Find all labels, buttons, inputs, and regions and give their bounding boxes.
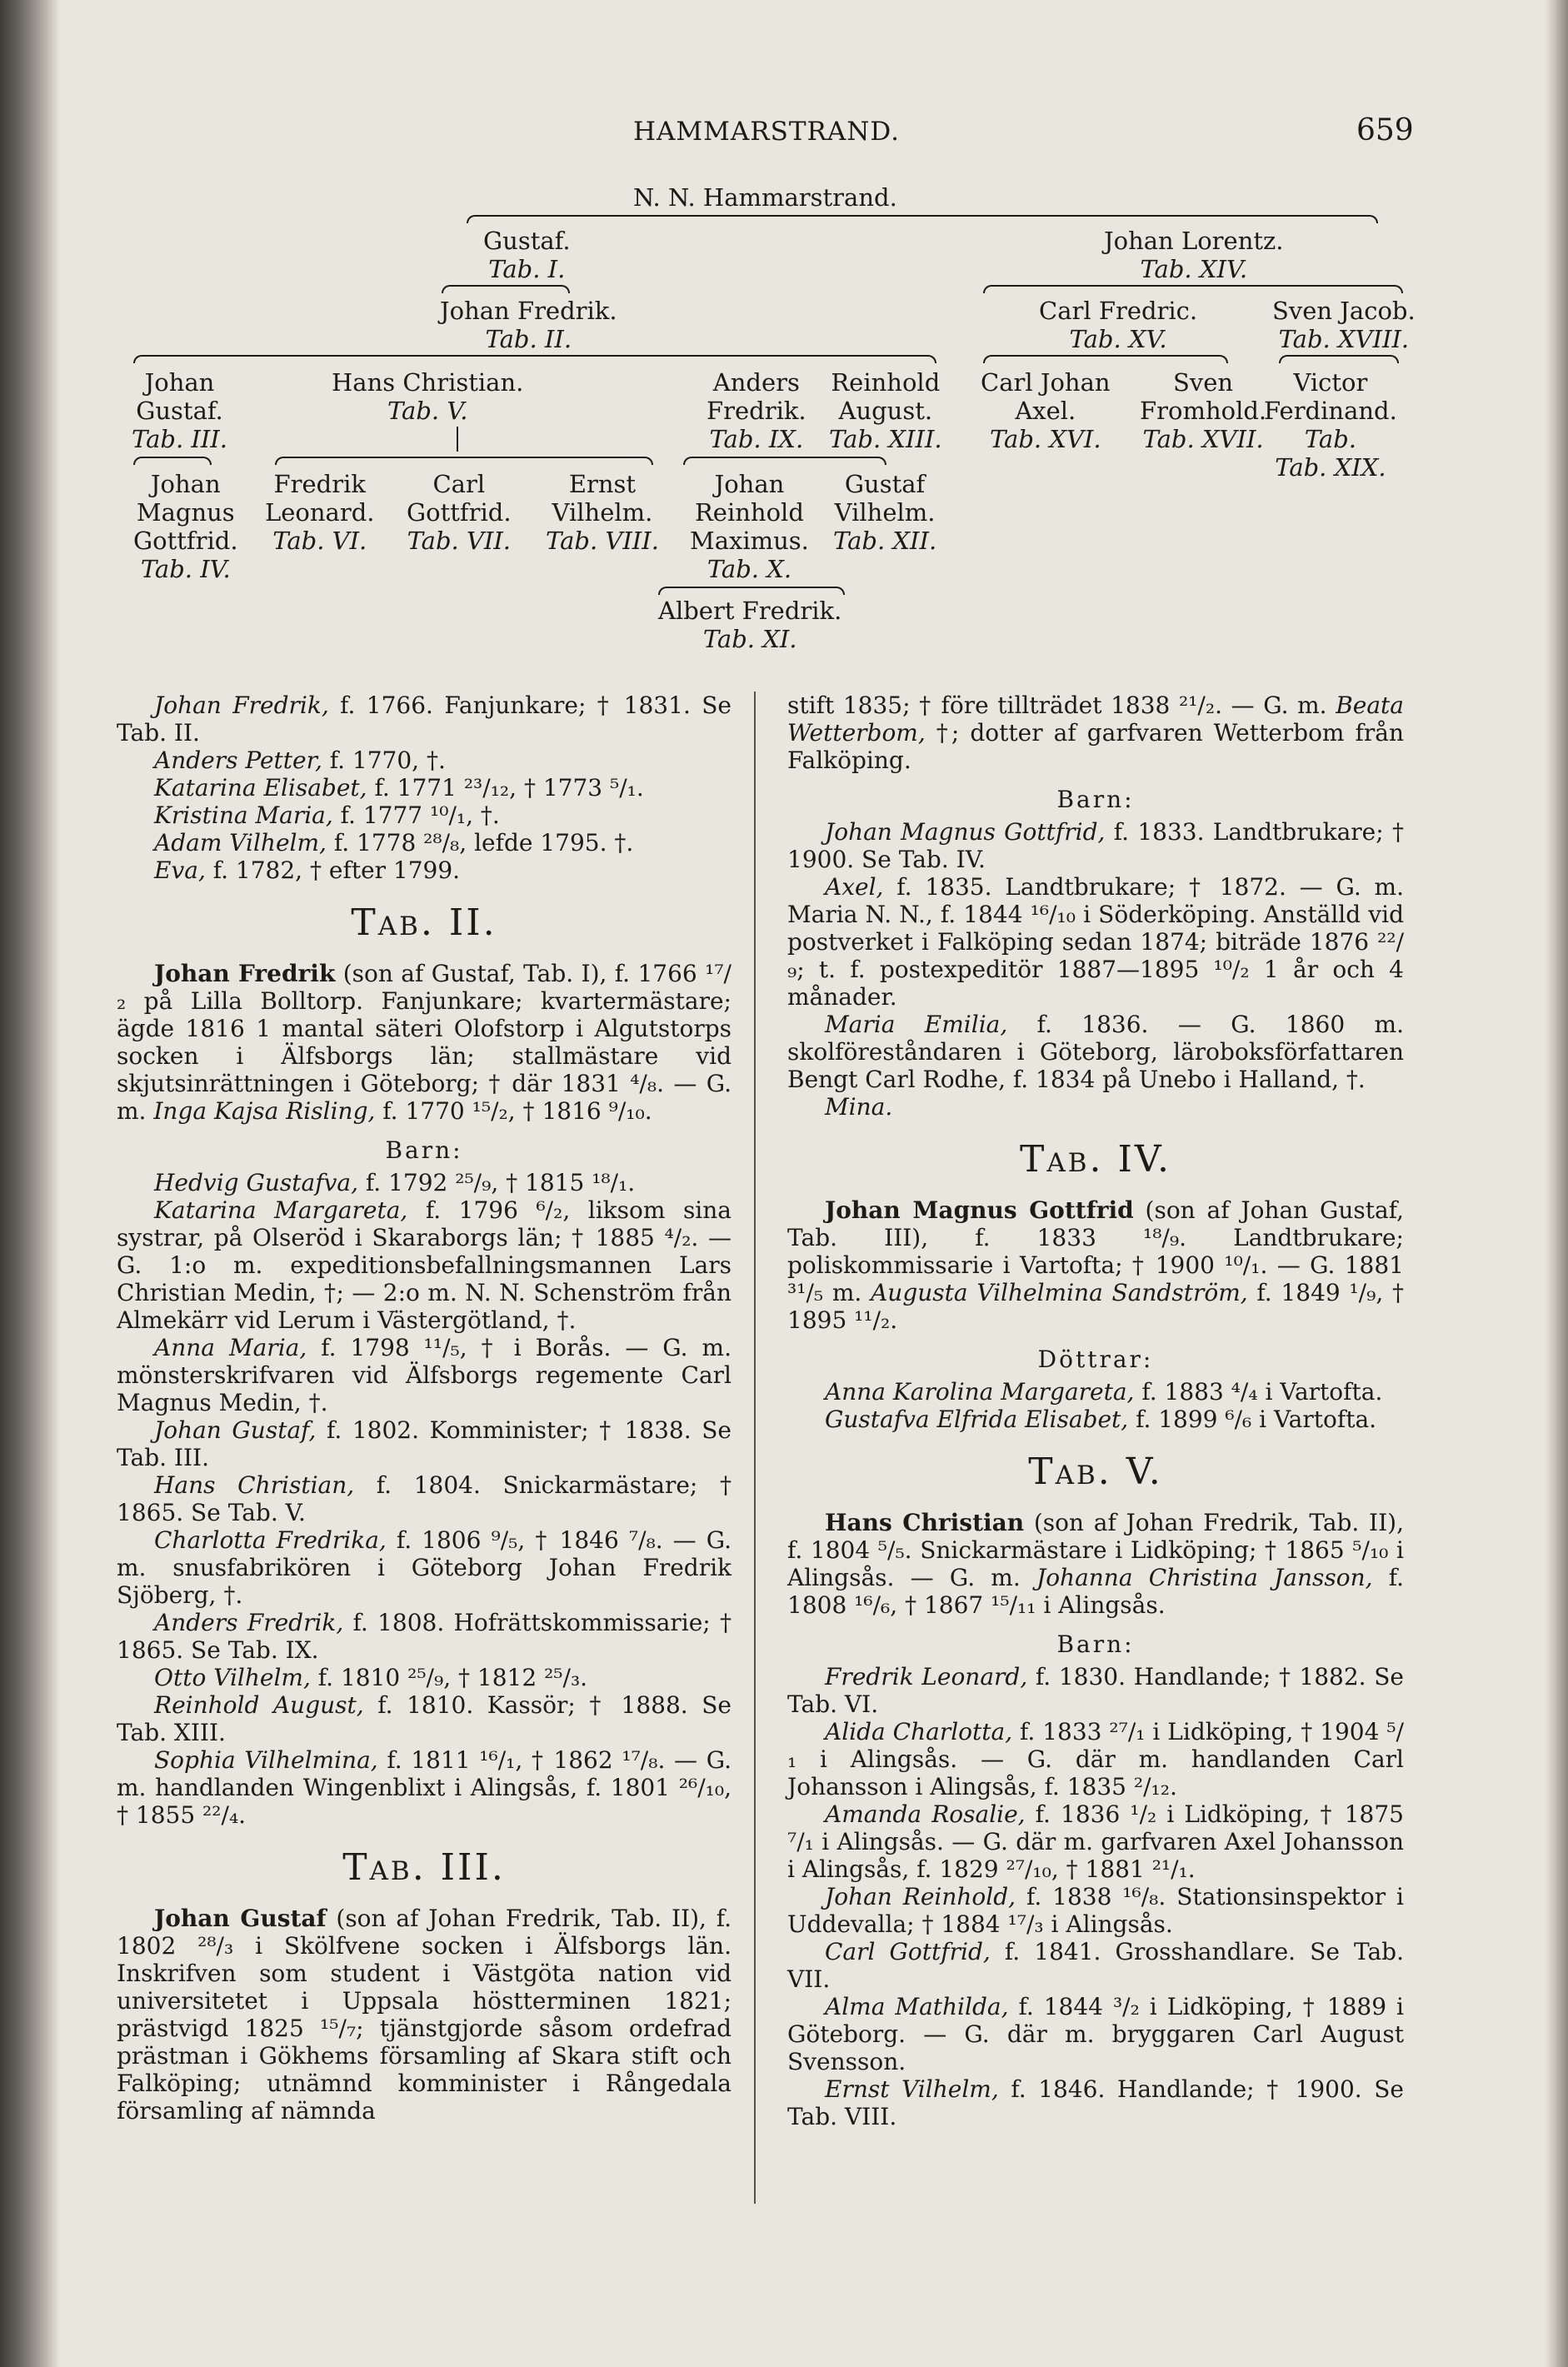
tree-node-johan-lorentz: Johan Lorentz. Tab. XIV.: [1104, 227, 1284, 283]
tab3-children-list: [787, 818, 1404, 1121]
tree-node-fredrik-leonard: Fredrik Leonard. Tab. VI.: [265, 470, 375, 555]
subheading-dottrar: Döttrar:: [1037, 1346, 1154, 1373]
tree-node-albert-fredrik: Albert Fredrik. Tab. XI.: [658, 597, 842, 653]
tab1-children-list: [117, 692, 732, 884]
subheading-barn: Barn:: [1056, 786, 1135, 813]
tree-root: N. N. Hammarstrand.: [633, 183, 897, 212]
list-item: Katarina Margareta, f. 1796 ⁶/₂, liksom sina systrar, på Olseröd i Skaraborgs län; † 1885 ⁴/₂. — G. 1:o m. expeditionsbefallningsmannen Lars Christian Medin, †; — 2:o m. N. N. Schenström från Almekärr vid Lerum i Västergötland, †.: [117, 1196, 732, 1334]
tab2-head-entry: Johan Fredrik (son af Gustaf, Tab. I), f. 1766 ¹⁷/₂ på Lilla Bolltorp. Fanjunkare; kvartermästare; ägde 1816 1 mantal säteri Olofstorp i Algutstorps socken i Älfsborgs län; stallmästare vid skjutsinrättningen i Göteborg; † där 1831 ⁴/₈. — G. m. Inga Kajsa Risling, f. 1770 ¹⁵/₂, † 1816 ⁹/₁₀.: [117, 960, 732, 1125]
list-item: Charlotta Fredrika, f. 1806 ⁹/₅, † 1846 ⁷/₈. — G. m. snusfabrikören i Göteborg Johan Fredrik Sjöberg, †.: [117, 1526, 732, 1609]
list-item: Carl Gottfrid, f. 1841. Grosshandlare. Se Tab. VII.: [787, 1938, 1404, 1993]
list-item: Anders Petter, f. 1770, †.: [154, 747, 446, 774]
tab4-children-list: [787, 1378, 1404, 1433]
section-title-tab4: Tab. IV.: [1020, 1138, 1171, 1181]
list-item: Eva, f. 1782, † efter 1799.: [154, 856, 461, 884]
tree-brace-sven-jacob: [1279, 355, 1399, 363]
tree-node-gustaf: Gustaf. Tab. I.: [483, 227, 571, 283]
tree-brace-johan-reinhold: [658, 587, 845, 595]
tree-node-carl-fredric: Carl Fredric. Tab. XV.: [1039, 297, 1198, 353]
tree-brace-johan-fredrik: [133, 355, 936, 363]
list-item: Maria Emilia, f. 1836. — G. 1860 m. skolföreståndaren i Göteborg, läroboksförfattaren Bengt Carl Rodhe, f. 1834 på Unebo i Halland, †.: [787, 1011, 1405, 1093]
list-item: Ernst Vilhelm, f. 1846. Handlande; † 1900. Se Tab. VIII.: [787, 2075, 1405, 2130]
running-head: HAMMARSTRAND.: [633, 117, 901, 147]
list-item: Johan Fredrik, f. 1766. Fanjunkare; † 1831. Se Tab. II.: [117, 692, 732, 747]
tree-brace-johan-gustaf: [133, 457, 212, 465]
list-item: Reinhold August, f. 1810. Kassör; † 1888. Se Tab. XIII.: [117, 1691, 732, 1746]
list-item: Johan Reinhold, f. 1838 ¹⁶/₈. Stationsinspektor i Uddevalla; † 1884 ¹⁷/₃ i Alingsås.: [787, 1883, 1404, 1938]
list-item: Anna Maria, f. 1798 ¹¹/₅, † i Borås. — G. m. mönsterskrifvaren vid Älfsborgs regemente Carl Magnus Medin, †.: [117, 1334, 732, 1416]
list-item: Amanda Rosalie, f. 1836 ¹/₂ i Lidköping, † 1875 ⁷/₁ i Alingsås. — G. där m. garfvaren Axel Johansson i Alingsås, f. 1829 ²⁷/₁₀, † 1881 ²¹/₁.: [787, 1800, 1404, 1883]
tree-node-sven-fromhold: Sven Fromhold. Tab. XVII.: [1140, 368, 1267, 453]
list-item: Kristina Maria, f. 1777 ¹⁰/₁, †.: [154, 801, 500, 829]
tree-brace-hans-christian: [275, 457, 653, 465]
section-title-tab5: Tab. V.: [1028, 1451, 1163, 1493]
tree-node-ernst-vilhelm: Ernst Vilhelm. Tab. VIII.: [546, 470, 659, 555]
column-rule: [754, 692, 756, 2204]
list-item: Gustafva Elfrida Elisabet, f. 1899 ⁶/₆ i Vartofta.: [825, 1406, 1377, 1433]
list-item: Alida Charlotta, f. 1833 ²⁷/₁ i Lidköping, † 1904 ⁵/₁ i Alingsås. — G. där m. handlanden Carl Johansson i Alingsås, f. 1835 ²/₁₂.: [787, 1718, 1404, 1800]
section-title-tab3: Tab. III.: [342, 1846, 506, 1889]
subheading-barn: Barn:: [385, 1136, 463, 1164]
list-item: Katarina Elisabet, f. 1771 ²³/₁₂, † 1773 ⁵/₁.: [154, 774, 644, 801]
tree-node-johan-reinhold: Johan Reinhold Maximus. Tab. X.: [690, 470, 809, 583]
list-item: Axel, f. 1835. Landtbrukare; † 1872. — G. m. Maria N. N., f. 1844 ¹⁶/₁₀ i Söderköping. Anställd vid postverket i Falköping sedan 1874; biträde 1876 ²²/₉; t. f. postexpeditör 1887—1895 ¹⁰/₂ 1 år och 4 månader.: [787, 873, 1404, 1011]
tree-node-carl-johan-axel: Carl Johan Axel. Tab. XVI.: [981, 368, 1111, 453]
list-item: Fredrik Leonard, f. 1830. Handlande; † 1882. Se Tab. VI.: [787, 1663, 1404, 1718]
tree-brace-root: [467, 215, 1378, 223]
tab5-head-entry: Hans Christian (son af Johan Fredrik, Tab. II), f. 1804 ⁵/₅. Snickarmästare i Lidköping; † 1865 ⁵/₁₀ i Alingsås. — G. m. Johanna Christina Jansson, f. 1808 ¹⁶/₆, † 1867 ¹⁵/₁₁ i Alingsås.: [787, 1509, 1405, 1619]
left-column: [117, 692, 732, 2125]
tree-node-johan-magnus: Johan Magnus Gottfrid. Tab. IV.: [133, 470, 238, 583]
list-item: Mina.: [825, 1093, 893, 1121]
tab2-children-list: [117, 1169, 732, 1829]
genealogy-tree: [0, 0, 1568, 667]
list-item: Adam Vilhelm, f. 1778 ²⁸/₈, lefde 1795. †.: [154, 829, 634, 856]
tree-line-hans-christian: [457, 427, 458, 452]
tree-node-victor-ferdinand: Victor Ferdinand. Tab. Tab. XIX.: [1264, 368, 1397, 482]
tree-node-anders-fredrik: Anders Fredrik. Tab. IX.: [707, 368, 806, 453]
subheading-barn: Barn:: [1056, 1630, 1135, 1658]
list-item: Anna Karolina Margareta, f. 1883 ⁴/₄ i Vartofta.: [825, 1378, 1383, 1406]
list-item: Johan Gustaf, f. 1802. Komminister; † 1838. Se Tab. III.: [117, 1416, 732, 1471]
tree-node-hans-christian: Hans Christian. Tab. V.: [332, 368, 524, 425]
list-item: Hans Christian, f. 1804. Snickarmästare; † 1865. Se Tab. V.: [117, 1471, 732, 1526]
tree-brace-anders-fredrik: [683, 457, 886, 465]
page-number: 659: [1356, 113, 1414, 147]
tree-brace-carl-fredric: [983, 355, 1228, 363]
list-item: Hedvig Gustafva, f. 1792 ²⁵/₉, † 1815 ¹⁸/₁.: [154, 1169, 636, 1196]
tree-brace-gustaf: [442, 285, 570, 293]
list-item: Otto Vilhelm, f. 1810 ²⁵/₉, † 1812 ²⁵/₃.: [154, 1664, 588, 1691]
tree-node-carl-gottfrid: Carl Gottfrid. Tab. VII.: [407, 470, 512, 555]
tab5-children-list: [787, 1663, 1404, 2130]
tree-node-johan-fredrik: Johan Fredrik. Tab. II.: [440, 297, 617, 353]
tab3-head-entry: Johan Gustaf (son af Johan Fredrik, Tab. II), f. 1802 ²⁸/₃ i Skölfvene socken i Älfsborgs län. Inskrifven som student i Västgöta nation vid universitetet i Uppsala höstterminen 1821; prästvigd 1825 ¹⁵/₇; tjänstgjorde såsom ordefrad prästman i Gökhems församling af Skara stift och Falköping; utnämnd komminister i Rångedala församling af nämnda: [117, 1905, 732, 2125]
right-column: [787, 692, 1404, 2130]
list-item: Anders Fredrik, f. 1808. Hofrättskommissarie; † 1865. Se Tab. IX.: [117, 1609, 732, 1664]
tab3-continuation: stift 1835; † före tillträdet 1838 ²¹/₂. — G. m. Beata Wetterbom, †; dotter af garfvaren Wetterbom från Falköping.: [787, 692, 1404, 774]
tree-node-johan-gustaf: Johan Gustaf. Tab. III.: [132, 368, 227, 453]
list-item: Sophia Vilhelmina, f. 1811 ¹⁶/₁, † 1862 ¹⁷/₈. — G. m. handlanden Wingenblixt i Alingsås, f. 1801 ²⁶/₁₀, † 1855 ²²/₄.: [117, 1746, 732, 1829]
tab4-head-entry: Johan Magnus Gottfrid (son af Johan Gustaf, Tab. III), f. 1833 ¹⁸/₉. Landtbrukare; poliskommissarie i Vartofta; † 1900 ¹⁰/₁. — G. 1881 ³¹/₅ m. Augusta Vilhelmina Sandström, f. 1849 ¹/₉, † 1895 ¹¹/₂.: [787, 1196, 1404, 1334]
tree-brace-johan-lorentz: [983, 285, 1403, 293]
list-item: Alma Mathilda, f. 1844 ³/₂ i Lidköping, † 1889 i Göteborg. — G. där m. bryggaren Carl August Svensson.: [787, 1993, 1404, 2075]
tree-node-sven-jacob: Sven Jacob. Tab. XVIII.: [1272, 297, 1416, 353]
list-item: Johan Magnus Gottfrid, f. 1833. Landtbrukare; † 1900. Se Tab. IV.: [787, 818, 1405, 873]
tree-node-reinhold-august: Reinhold August. Tab. XIII.: [829, 368, 942, 453]
tree-node-gustaf-vilhelm: Gustaf Vilhelm. Tab. XII.: [833, 470, 937, 555]
section-title-tab2: Tab. II.: [351, 901, 497, 944]
